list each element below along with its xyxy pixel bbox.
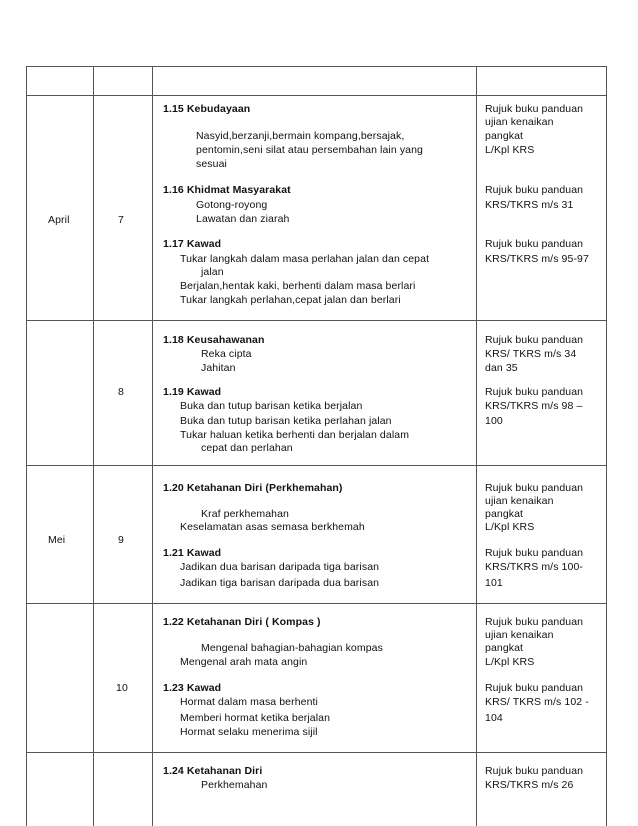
reference-line: ujian kenaikan [485,629,554,641]
activity-title: 1.22 Ketahanan Diri ( Kompas ) [163,616,321,628]
activity-title: 1.19 Kawad [163,386,222,398]
reference-line: Rujuk buku panduan [485,184,584,196]
reference-line: 100 [485,415,503,427]
activity-title: 1.18 Keusahawanan [163,334,265,346]
activity-line: Perkhemahan [201,779,268,791]
activity-title: 1.15 Kebudayaan [163,103,251,115]
activity-title: 1.20 Ketahanan Diri (Perkhemahan) [163,482,343,494]
reference-line: pangkat [485,642,524,654]
reference-line: Rujuk buku panduan [485,547,584,559]
table-rule [26,66,27,826]
reference-line: ujian kenaikan [485,116,554,128]
activity-line: Lawatan dan ziarah [196,213,290,225]
reference-line: ujian kenaikan [485,495,554,507]
reference-line: Rujuk buku panduan [485,334,584,346]
activity-line: Buka dan tutup barisan ketika perlahan jalan [180,415,392,427]
activity-line: Berjalan,hentak kaki, berhenti dalam masa berlari [180,280,416,292]
table-rule [26,465,607,466]
reference-line: Rujuk buku panduan [485,103,584,115]
activity-line: pentomin,seni silat atau persembahan lain yang [196,144,423,156]
activity-title: 1.21 Kawad [163,547,222,559]
table-rule [93,66,94,826]
activity-line: Jadikan dua barisan daripada tiga barisan [180,561,380,573]
reference-line: pangkat [485,508,524,520]
table-rule [26,752,607,753]
reference-line: pangkat [485,130,524,142]
table-rule [26,66,607,67]
activity-line: Mengenal bahagian-bahagian kompas [201,642,383,654]
activity-line: Kraf perkhemahan [201,508,289,520]
activity-line: Gotong-royong [196,199,268,211]
table-rule [26,320,607,321]
activity-line: Jadikan tiga barisan daripada dua barisan [180,577,380,589]
reference-line: 101 [485,577,503,589]
reference-line: Rujuk buku panduan [485,482,584,494]
reference-line: Rujuk buku panduan [485,682,584,694]
reference-line: Rujuk buku panduan [485,765,584,777]
week-cell: 10 [116,682,128,694]
reference-line: KRS/ TKRS m/s 102 - [485,696,589,708]
activity-line: Buka dan tutup barisan ketika berjalan [180,400,363,412]
activity-line: Tukar haluan ketika berhenti dan berjalan dalam [180,429,410,441]
activity-title: 1.24 Ketahanan Diri [163,765,263,777]
activity-line: Keselamatan asas semasa berkhemah [180,521,365,533]
reference-line: Rujuk buku panduan [485,238,584,250]
week-cell: 8 [118,386,124,398]
activity-line: Hormat selaku menerima sijil [180,726,318,738]
table-rule [152,66,153,826]
reference-line: KRS/ TKRS m/s 34 [485,348,577,360]
reference-line: 104 [485,712,503,724]
reference-line: L/Kpl KRS [485,656,535,668]
month-cell: April [48,214,70,226]
table-rule [476,66,477,826]
activity-line: sesuai [196,158,227,170]
activity-line: cepat dan perlahan [201,442,293,454]
reference-line: KRS/TKRS m/s 26 [485,779,574,791]
table-rule [606,66,607,826]
reference-line: KRS/TKRS m/s 95-97 [485,253,589,265]
reference-line: KRS/TKRS m/s 98 – [485,400,583,412]
activity-line: Nasyid,berzanji,bermain kompang,bersajak, [196,130,405,142]
reference-line: KRS/TKRS m/s 100- [485,561,583,573]
activity-line: jalan [201,266,224,278]
reference-line: KRS/TKRS m/s 31 [485,199,574,211]
table-rule [26,95,607,96]
activity-title: 1.16 Khidmat Masyarakat [163,184,291,196]
reference-line: Rujuk buku panduan [485,386,584,398]
week-cell: 9 [118,534,124,546]
activity-line: Hormat dalam masa berhenti [180,696,318,708]
reference-line: dan 35 [485,362,518,374]
activity-line: Mengenal arah mata angin [180,656,308,668]
activity-line: Tukar langkah dalam masa perlahan jalan dan cepat [180,253,430,265]
activity-line: Tukar langkah perlahan,cepat jalan dan berlari [180,294,401,306]
week-cell: 7 [118,214,124,226]
reference-line: L/Kpl KRS [485,521,535,533]
activity-line: Jahitan [201,362,236,374]
activity-title: 1.17 Kawad [163,238,222,250]
activity-title: 1.23 Kawad [163,682,222,694]
activity-line: Memberi hormat ketika berjalan [180,712,331,724]
reference-line: Rujuk buku panduan [485,616,584,628]
reference-line: L/Kpl KRS [485,144,535,156]
activity-line: Reka cipta [201,348,252,360]
month-cell: Mei [48,534,66,546]
table-rule [26,603,607,604]
